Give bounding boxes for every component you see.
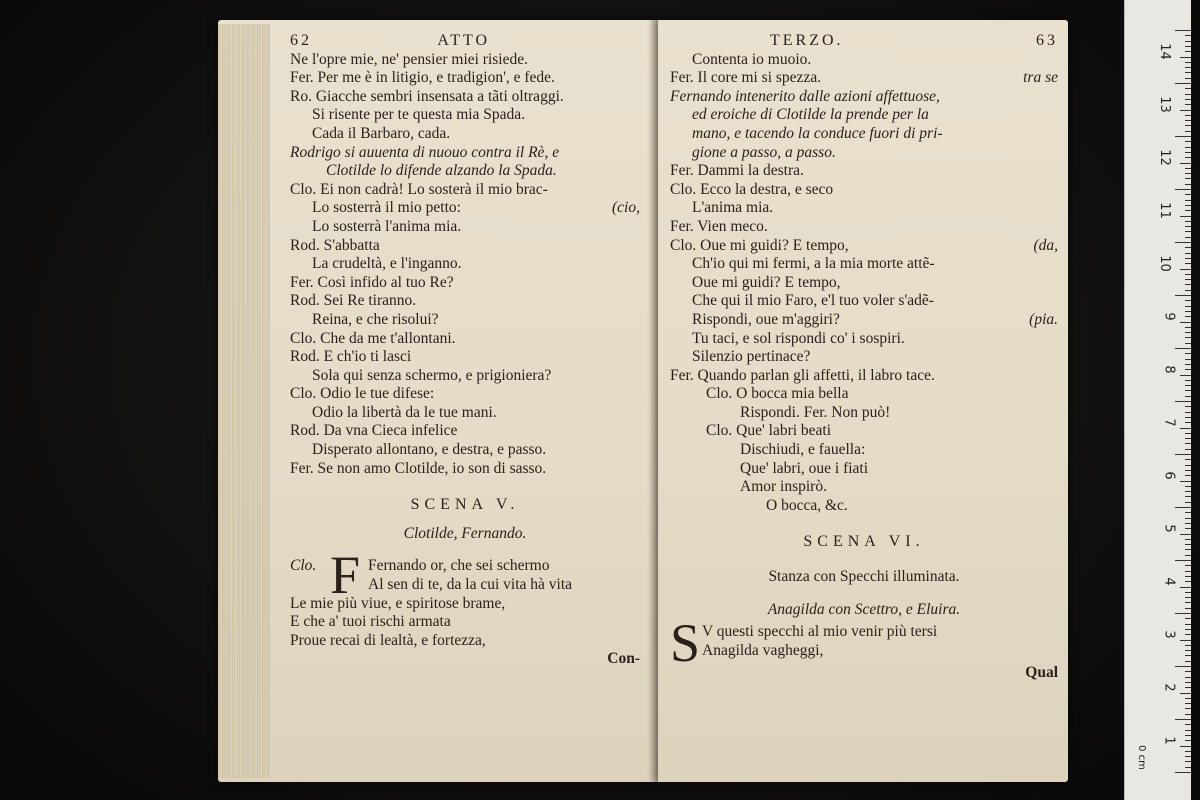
drop-cap: F [330, 545, 361, 606]
ruler-tick [1185, 247, 1191, 248]
page-number: 62 [290, 32, 312, 49]
verse-line [290, 199, 640, 218]
ruler-tick [1185, 528, 1191, 529]
ruler-tick [1185, 210, 1191, 211]
ruler-tick [1185, 141, 1191, 142]
ruler-tick [1185, 178, 1191, 179]
verse-line: Disperato allontano, e destra, e passo. [312, 441, 547, 459]
verse-line: Fer. Quando parlan gli affetti, il labro tace. [670, 366, 935, 384]
open-book [218, 20, 1068, 782]
ruler-tick [1180, 163, 1191, 164]
ruler-tick [1185, 94, 1191, 95]
ruler-tick [1185, 443, 1191, 444]
ruler-tick [1185, 449, 1191, 450]
verse-line: Ch'io qui mi fermi, a la mia morte attẽ- [692, 255, 935, 273]
ruler-unit-label: 0 cm [1135, 745, 1147, 770]
verse-line: Dischiudi, e fauella: [740, 441, 866, 459]
ruler-tick [1185, 152, 1191, 153]
ruler-tick [1185, 62, 1191, 63]
ruler-tick [1185, 359, 1191, 360]
ruler-tick [1175, 189, 1191, 190]
ruler-tick [1185, 740, 1191, 741]
ruler-tick [1185, 279, 1191, 280]
ruler-tick [1185, 380, 1191, 381]
ruler-tick [1185, 735, 1191, 736]
running-title: TERZO. [770, 32, 844, 49]
verse-line: Rispondi. Fer. Non può! [740, 403, 891, 421]
catchword: Qual [1025, 664, 1058, 682]
ruler-tick [1185, 576, 1191, 577]
right-page-header [670, 32, 1058, 51]
ruler-tick [1175, 295, 1191, 296]
verse-line: Oue mi guidi? E tempo, [692, 273, 841, 291]
ruler-tick [1185, 470, 1191, 471]
verse-text: Clo. Oue mi guidi? E tempo, [670, 236, 849, 254]
ruler-tick [1185, 708, 1191, 709]
verse-line: Tu taci, e sol rispondi co' i sospiri. [692, 329, 905, 347]
verse-line: Reina, e che risolui? [312, 310, 439, 328]
ruler-tick [1185, 316, 1191, 317]
ruler-tick [1185, 390, 1191, 391]
verse-line: Clo. Odio le tue difese: [290, 385, 435, 403]
ruler-tick [1185, 671, 1191, 672]
ruler-tick [1175, 136, 1191, 137]
verse-line: Clo. Che da me t'allontani. [290, 329, 456, 347]
ruler-tick [1185, 332, 1191, 333]
ruler-tick [1185, 327, 1191, 328]
ruler-number: 11 [1157, 202, 1173, 219]
ruler-number: 13 [1157, 96, 1173, 113]
ruler-tick [1185, 115, 1191, 116]
ruler-tick [1185, 67, 1191, 68]
ruler-tick [1185, 602, 1191, 603]
ruler-tick [1185, 629, 1191, 630]
ruler-tick [1185, 263, 1191, 264]
ruler-tick [1185, 565, 1191, 566]
verse-line: Rod. Sei Re tiranno. [290, 292, 417, 310]
stage-direction: Clotilde lo difende alzando la Spada. [326, 162, 557, 180]
ruler-tick [1185, 147, 1191, 148]
ruler-tick [1185, 687, 1191, 688]
ruler-tick [1185, 645, 1191, 646]
ruler-tick [1185, 491, 1191, 492]
ruler-tick [1185, 343, 1191, 344]
verse-line: Clo. Ecco la destra, e seco [670, 180, 834, 198]
verse-line: O bocca, &c. [766, 496, 848, 514]
ruler-tick [1185, 173, 1191, 174]
ruler-tick [1185, 72, 1191, 73]
ruler-number: 2 [1161, 683, 1177, 692]
ruler-tick [1185, 714, 1191, 715]
ruler-number: 14 [1157, 43, 1173, 60]
page-number: 63 [1036, 32, 1058, 49]
ruler-tick [1185, 300, 1191, 301]
verse-text: Lo sosterrà il mio petto: [312, 199, 461, 217]
ruler-tick [1185, 544, 1191, 545]
ruler-tick [1185, 581, 1191, 582]
ruler-tick [1185, 396, 1191, 397]
ruler-tick [1185, 237, 1191, 238]
left-page [218, 20, 658, 782]
left-page-text [290, 32, 640, 669]
ruler-tick [1185, 459, 1191, 460]
verse-line: Odio la libertà da le tue mani. [312, 403, 497, 421]
ruler-tick [1185, 51, 1191, 52]
ruler-tick [1185, 655, 1191, 656]
ruler-tick [1185, 730, 1191, 731]
ruler-tick [1185, 502, 1191, 503]
ruler-tick [1180, 375, 1191, 376]
page-edges [218, 24, 270, 778]
ruler-tick [1185, 539, 1191, 540]
verse-line: Que' labri, oue i fiati [740, 459, 869, 477]
ruler-tick [1185, 486, 1191, 487]
ruler-tick [1185, 385, 1191, 386]
verse-text: Fer. Il core mi si spezza. [670, 69, 822, 87]
ruler-tick [1185, 518, 1191, 519]
ruler-number: 1 [1161, 736, 1177, 745]
verse-line: Sola qui senza schermo, e prigioniera? [312, 366, 552, 384]
ruler-tick [1185, 661, 1191, 662]
ruler-tick [1185, 35, 1191, 36]
ruler-number: 5 [1161, 524, 1177, 533]
ruler-tick [1175, 507, 1191, 508]
ruler-tick [1185, 475, 1191, 476]
ruler-tick [1185, 698, 1191, 699]
ruler-tick [1180, 640, 1191, 641]
ruler-tick [1185, 555, 1191, 556]
verse-line: Ro. Giacche sembri insensata a tãti oltraggi. [290, 87, 564, 105]
stage-direction: gione a passo, a passo. [692, 143, 836, 161]
ruler-tick [1185, 751, 1191, 752]
ruler-tick [1185, 767, 1191, 768]
scene-subtitle: Stanza con Specchi illuminata. [768, 568, 960, 586]
right-page [658, 20, 1068, 782]
ruler-tick [1185, 597, 1191, 598]
ruler-tick [1180, 481, 1191, 482]
ruler-tick [1185, 46, 1191, 47]
ruler-tick [1185, 200, 1191, 201]
ruler-tick [1185, 221, 1191, 222]
ruler-tick [1185, 306, 1191, 307]
ruler-number: 6 [1161, 471, 1177, 480]
verse-line: Fer. Se non amo Clotilde, io son di sasso. [290, 459, 547, 477]
ruler-tick [1175, 666, 1191, 667]
ruler-tick [1185, 417, 1191, 418]
ruler-tick [1185, 406, 1191, 407]
ruler-tick [1185, 78, 1191, 79]
ruler-tick [1175, 30, 1191, 31]
ruler-tick [1185, 290, 1191, 291]
ruler-tick [1185, 274, 1191, 275]
ruler-tick [1185, 253, 1191, 254]
verse-line: Le mie più viue, e spiritose brame, [290, 594, 506, 612]
verse-text: Rispondi, oue m'aggiri? [692, 310, 840, 328]
verse-line: Anagilda vagheggi, [702, 641, 824, 659]
margin-note: (pia. [1029, 310, 1058, 328]
ruler-tick [1175, 348, 1191, 349]
ruler-tick [1175, 560, 1191, 561]
running-title: ATTO [437, 32, 490, 49]
ruler-tick [1185, 592, 1191, 593]
ruler-tick [1185, 41, 1191, 42]
ruler-tick [1180, 534, 1191, 535]
drop-cap: S [670, 613, 701, 674]
stage-direction: Fernando intenerito dalle azioni affettuose, [670, 87, 940, 105]
margin-note: (cio, [612, 199, 640, 217]
ruler-tick [1180, 269, 1191, 270]
verse-line: Clo. Que' labri beati [706, 422, 832, 440]
ruler-tick [1175, 613, 1191, 614]
verse-line: Clo. O bocca mia bella [706, 385, 849, 403]
verse-line: La crudeltà, e l'inganno. [312, 255, 462, 273]
ruler-tick [1175, 772, 1191, 773]
ruler-tick [1185, 231, 1191, 232]
verse-line: Che qui il mio Faro, e'l tuo voler s'adẽ- [692, 292, 934, 310]
ruler-number: 4 [1161, 577, 1177, 586]
ruler-tick [1180, 428, 1191, 429]
ruler-tick [1185, 761, 1191, 762]
verse-line: Lo sosterrà l'anima mia. [312, 217, 462, 235]
ruler-tick [1180, 693, 1191, 694]
ruler-tick [1185, 412, 1191, 413]
ruler-tick [1185, 465, 1191, 466]
verse-line: Clo. Ei non cadrà! Lo sosterà il mio brac- [290, 180, 548, 198]
verse-line: Fer. Per me è in litigio, e tradigion', e fede. [290, 69, 555, 87]
ruler-tick [1185, 194, 1191, 195]
ruler-tick [1175, 242, 1191, 243]
ruler-tick [1175, 83, 1191, 84]
ruler-tick [1185, 438, 1191, 439]
ruler-tick [1185, 496, 1191, 497]
verse-line: Cada il Barbaro, cada. [312, 124, 451, 142]
ruler-tick [1185, 422, 1191, 423]
speaker: Clo. [290, 557, 317, 575]
ruler-tick [1185, 226, 1191, 227]
ruler-number: 12 [1157, 149, 1173, 166]
ruler-tick [1185, 608, 1191, 609]
left-page-header [290, 32, 640, 51]
ruler-tick [1185, 311, 1191, 312]
ruler-tick [1185, 353, 1191, 354]
verse-line: Rod. Da vna Cieca infelice [290, 422, 458, 440]
verse-line: Fer. Dammi la destra. [670, 162, 804, 180]
ruler-tick [1185, 184, 1191, 185]
scene-subtitle: Clotilde, Fernando. [403, 524, 527, 542]
ruler-tick [1185, 88, 1191, 89]
ruler-tick [1185, 624, 1191, 625]
ruler-tick [1185, 618, 1191, 619]
ruler-tick [1180, 746, 1191, 747]
ruler-tick [1185, 512, 1191, 513]
ruler-tick [1185, 523, 1191, 524]
ruler-tick [1185, 284, 1191, 285]
ruler-number: 9 [1161, 312, 1177, 321]
catchword: Con- [607, 650, 640, 668]
ruler-tick [1175, 401, 1191, 402]
ruler-tick [1185, 571, 1191, 572]
ruler-tick [1185, 433, 1191, 434]
margin-note: tra se [1023, 69, 1058, 87]
ruler-tick [1185, 703, 1191, 704]
scene-title: SCENA V. [410, 496, 520, 514]
ruler-tick [1175, 719, 1191, 720]
ruler-tick [1185, 99, 1191, 100]
stage-direction: ed eroiche di Clotilde la prende per la [692, 106, 929, 124]
ruler-tick [1180, 57, 1191, 58]
verse-line [670, 311, 1058, 330]
ruler-tick [1185, 369, 1191, 370]
scene-title: SCENA VI. [803, 533, 925, 551]
stage-direction: mano, e tacendo la conduce fuori di pri- [692, 124, 943, 142]
verse-line: Si risente per te questa mia Spada. [312, 106, 526, 124]
verse-line: Rod. S'abbatta [290, 236, 380, 254]
verse-line: Proue recai di lealtà, e fortezza, [290, 631, 486, 649]
ruler-tick [1185, 125, 1191, 126]
verse-line: Fer. Vien meco. [670, 217, 768, 235]
ruler-number: 8 [1161, 365, 1177, 374]
ruler-tick [1185, 756, 1191, 757]
verse-line: E che a' tuoi rischi armata [290, 613, 451, 631]
scene-characters: Anagilda con Scettro, e Eluira. [767, 600, 961, 618]
verse-line: L'anima mia. [692, 199, 774, 217]
verse-line: Ne l'opre mie, ne' pensier miei risiede. [290, 50, 529, 68]
ruler-tick [1185, 724, 1191, 725]
ruler-tick [1180, 216, 1191, 217]
ruler-tick [1185, 549, 1191, 550]
ruler-tick [1175, 454, 1191, 455]
ruler-tick [1185, 205, 1191, 206]
verse-line: Amor inspirò. [740, 478, 827, 496]
ruler-tick [1185, 677, 1191, 678]
ruler-tick [1185, 682, 1191, 683]
scene-opening [670, 613, 1058, 683]
ruler-tick [1185, 258, 1191, 259]
verse-line [670, 69, 1058, 88]
verse-line: V questi specchi al mio venir più tersi [702, 623, 938, 641]
ruler-tick [1185, 120, 1191, 121]
verse-line: Rod. E ch'io ti lasci [290, 348, 412, 366]
verse-line [670, 237, 1058, 256]
verse-line: Al sen di te, da la cui vita hà vita [368, 576, 573, 594]
verse-line: Contenta io muoio. [692, 50, 812, 68]
verse-text: Fernando or, che sei schermo [368, 557, 550, 575]
verse-line: Silenzio pertinace? [692, 348, 811, 366]
ruler-tick [1180, 110, 1191, 111]
ruler-tick [1185, 104, 1191, 105]
ruler-number: 7 [1161, 418, 1177, 427]
ruler-tick [1180, 322, 1191, 323]
ruler-number: 10 [1157, 255, 1173, 272]
ruler-tick [1185, 650, 1191, 651]
ruler-tick [1185, 131, 1191, 132]
measuring-ruler [1124, 0, 1191, 800]
stage-direction: Rodrigo si auuenta di nuouo contra il Rè, e [290, 143, 560, 161]
ruler-number: 3 [1161, 630, 1177, 639]
ruler-tick [1185, 157, 1191, 158]
right-page-text [670, 32, 1058, 683]
verse-line: Fer. Così infido al tuo Re? [290, 273, 454, 291]
ruler-tick [1185, 337, 1191, 338]
ruler-tick [1185, 364, 1191, 365]
scene-opening [290, 545, 640, 669]
ruler-tick [1180, 587, 1191, 588]
margin-note: (da, [1033, 236, 1058, 254]
ruler-tick [1185, 634, 1191, 635]
ruler-tick [1185, 168, 1191, 169]
